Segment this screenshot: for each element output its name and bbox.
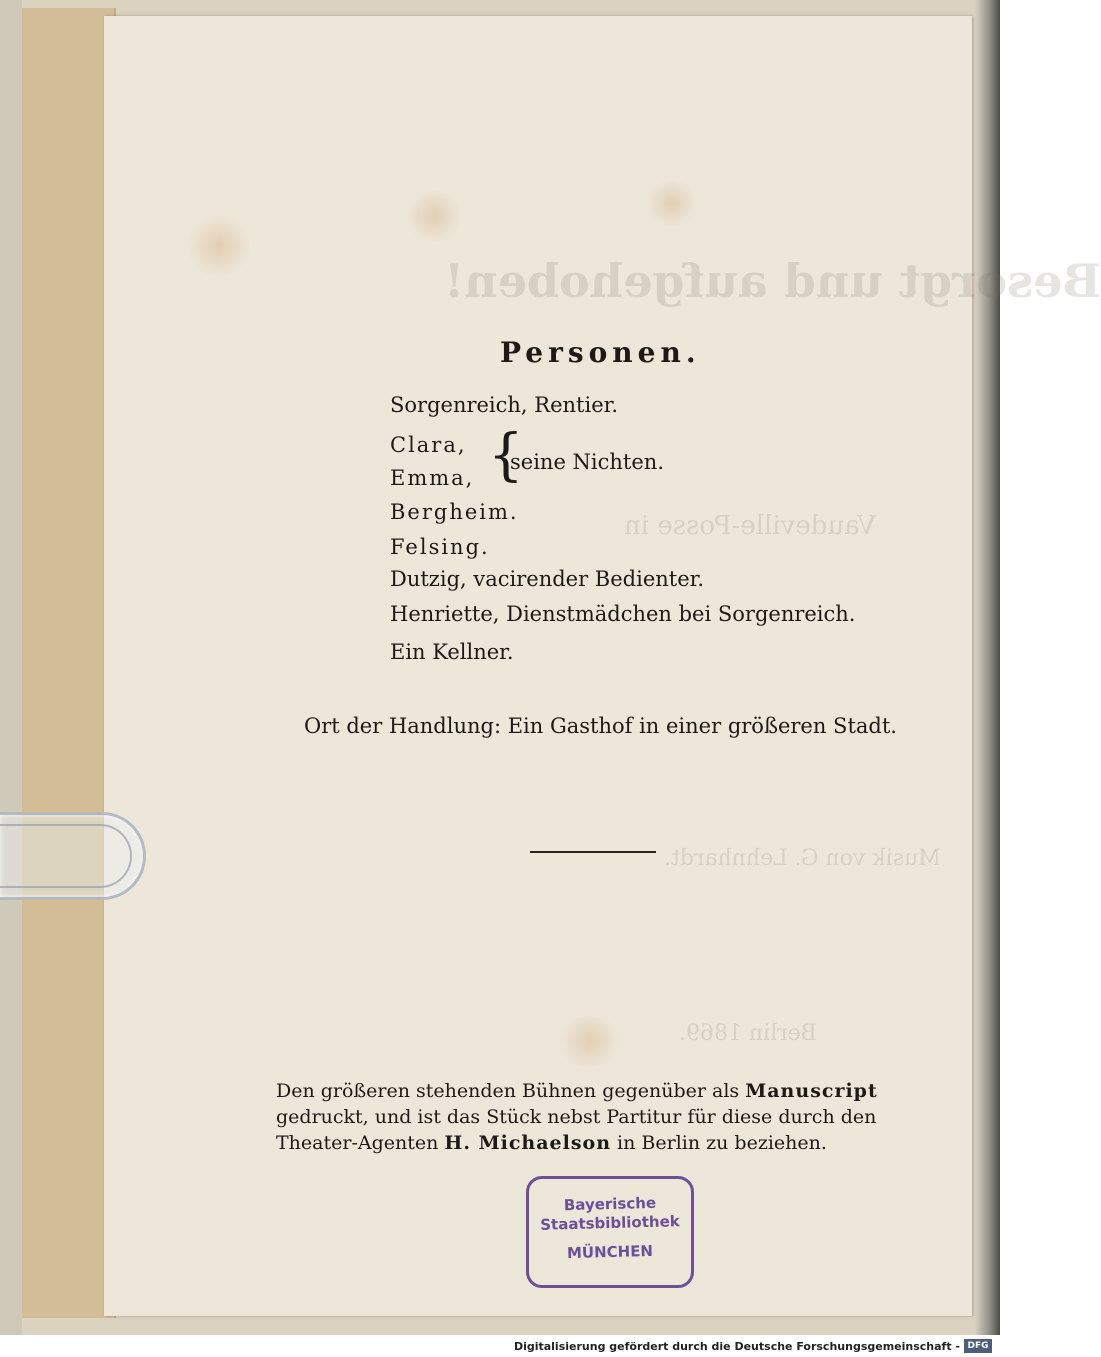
foxing-stain: [404, 191, 464, 241]
notice-emphasis: Manuscript: [745, 1080, 878, 1102]
show-through-music: Musik von G. Lehnhardt.: [664, 846, 941, 871]
role-entry: Sorgenreich, Rentier.: [390, 393, 619, 417]
foxing-stain: [554, 1016, 624, 1066]
page-heading: Personen.: [500, 336, 701, 369]
notice-text: Den größeren stehenden Bühnen gegenüber als: [276, 1080, 746, 1102]
grouping-brace: {: [488, 423, 524, 488]
library-stamp: [526, 1176, 694, 1288]
notice-text: in Berlin zu beziehen.: [611, 1132, 827, 1154]
stamp-line: Staatsbibliothek: [540, 1212, 680, 1234]
role-entry: Emma,: [390, 466, 475, 490]
notice-line: [276, 1130, 926, 1156]
notice-line: [276, 1078, 926, 1104]
book-fore-edge: [975, 0, 1000, 1335]
role-entry: Clara,: [390, 433, 467, 457]
role-group-label: seine Nichten.: [510, 450, 664, 474]
show-through-title: Besorgt und aufgehoben!: [444, 254, 1101, 308]
cover-board: [22, 8, 116, 1318]
publisher-notice: [276, 1078, 926, 1156]
cover-edge: [0, 0, 22, 1335]
role-entry: Ein Kellner.: [390, 640, 514, 664]
role-entry: Dutzig, vacirender Bedienter.: [390, 567, 705, 591]
dfg-logo-icon: DFG: [964, 1339, 992, 1353]
funding-credit: Digitalisierung gefördert durch die Deutsche Forschungsgemeinschaft -: [513, 1340, 960, 1353]
role-entry: Henriette, Dienstmädchen bei Sorgenreich.: [390, 602, 856, 626]
place-of-action: Ort der Handlung: Ein Gasthof in einer größeren Stadt.: [304, 714, 897, 738]
foxing-stain: [184, 216, 254, 276]
stamp-line: MÜNCHEN: [566, 1241, 654, 1263]
show-through-subtitle: Vaudeville-Posse in: [624, 511, 876, 541]
foxing-stain: [644, 181, 699, 226]
divider-rule: [530, 851, 656, 853]
page-clip-inner: [0, 824, 132, 888]
role-entry: Bergheim.: [390, 500, 519, 524]
role-entry: Felsing.: [390, 535, 490, 559]
notice-line: gedruckt, und ist das Stück nebst Partitur für diese durch den: [276, 1106, 877, 1128]
notice-text: Theater-Agenten: [276, 1132, 445, 1154]
show-through-imprint: Berlin 1869.: [679, 1021, 817, 1046]
notice-emphasis: H. Michaelson: [444, 1132, 612, 1154]
stamp-line: Bayerische: [563, 1193, 657, 1215]
